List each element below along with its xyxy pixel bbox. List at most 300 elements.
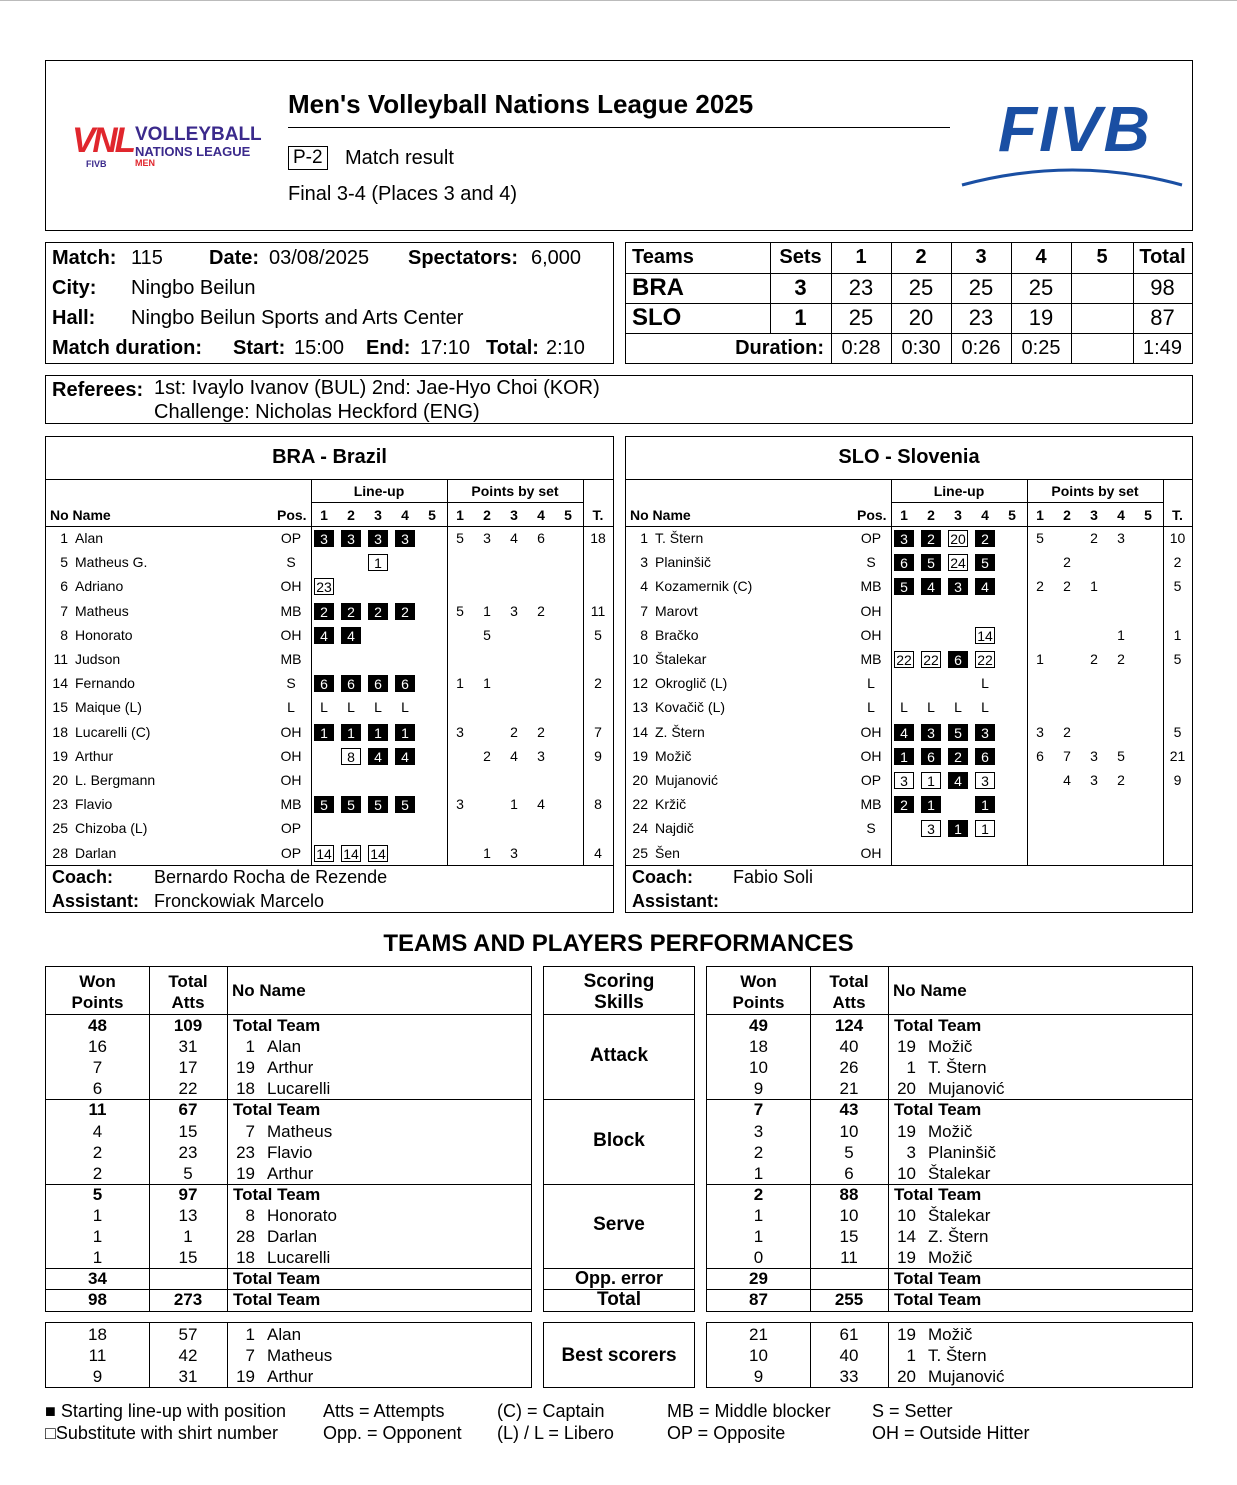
won-points: 16: [88, 1037, 107, 1057]
player-total: 5: [594, 626, 602, 643]
lineup-set-header: 1: [320, 507, 328, 523]
lineup-start-cell: 5: [368, 796, 388, 813]
won-points: 11: [88, 1346, 107, 1365]
player-total: 11: [590, 602, 606, 619]
set-points: 2: [1090, 651, 1098, 667]
score-cell: 25: [968, 275, 994, 300]
lineup-start-cell: 1: [948, 820, 968, 837]
legend-libero: (L) / L = Libero: [497, 1423, 614, 1443]
total-atts: 31: [178, 1367, 198, 1386]
total-atts: 33: [839, 1367, 859, 1386]
lineup-libero-cell: L: [320, 699, 328, 716]
assistant-label: Assistant:: [52, 891, 140, 911]
lineup-set-header: 5: [1008, 507, 1016, 523]
player-name: T. Štern: [928, 1058, 987, 1078]
coach-label: Coach:: [632, 867, 694, 887]
player-position: OP: [280, 844, 302, 861]
header-box: [45, 60, 1193, 231]
won-points: 34: [88, 1269, 107, 1289]
won-points: 21: [749, 1325, 768, 1344]
total-atts: 124: [834, 1016, 864, 1035]
lineup-start-cell: 4: [894, 724, 914, 741]
player-number: 19: [632, 747, 648, 764]
set-points: 3: [1090, 772, 1098, 788]
total-atts: 1: [183, 1227, 193, 1246]
player-name: Arthur: [75, 747, 114, 764]
player-name: Planinšič: [928, 1142, 997, 1162]
lineup-start-cell: 3: [921, 724, 941, 741]
total-team-label: Total Team: [233, 1269, 321, 1289]
won-points: 1: [753, 1163, 764, 1183]
lineup-start-cell: 3: [395, 530, 415, 547]
player-total: 2: [594, 675, 602, 692]
end-label: End:: [366, 337, 411, 359]
points-set-header: 3: [510, 507, 518, 523]
won-points: 3: [753, 1121, 764, 1141]
player-number: 1: [640, 530, 648, 546]
legend-opp: Opp. = Opponent: [323, 1423, 462, 1443]
total-atts: 57: [178, 1325, 198, 1344]
duration-label: Match duration:: [52, 337, 202, 359]
referees-label: Referees:: [52, 379, 144, 401]
total-atts: 109: [173, 1016, 203, 1035]
player-name: Alan: [267, 1325, 302, 1344]
player-name: Planinšič: [655, 554, 712, 571]
player-total: 7: [594, 723, 602, 740]
won-points: 29: [749, 1269, 768, 1289]
player-number: 7: [640, 602, 648, 619]
end-time: 17:10: [420, 337, 471, 359]
score-cell: 23: [968, 305, 994, 330]
lineup-set-header: 5: [428, 507, 436, 523]
total-time: 2:10: [546, 337, 585, 359]
date-label: Date:: [209, 247, 260, 269]
player-number: 14: [52, 675, 68, 692]
lineup-sub-cell: 3: [894, 772, 914, 789]
player-number: 3: [906, 1142, 916, 1162]
won-points: 98: [88, 1290, 107, 1310]
perf-left-table: [45, 966, 532, 1312]
lineup-sub-cell: 14: [341, 845, 361, 862]
lineup-start-cell: 4: [314, 627, 334, 644]
player-name: Maique (L): [75, 699, 142, 716]
legend-atts: Atts = Attempts: [323, 1401, 445, 1421]
player-number: 19: [52, 747, 68, 764]
set-duration: 0:26: [961, 337, 1001, 359]
lineup-start-cell: 4: [368, 748, 388, 765]
points-header: Points by set: [1051, 483, 1139, 499]
total-header: T.: [592, 507, 604, 523]
won-points: 1: [92, 1227, 103, 1246]
points-set-header: 1: [456, 507, 464, 523]
vnl-logo-line1: VOLLEYBALL: [135, 124, 262, 145]
assistant-label: Assistant:: [632, 891, 720, 911]
atts-header: Total: [829, 972, 869, 991]
referees-box: [45, 375, 1193, 424]
total-team-label: Total Team: [894, 1184, 982, 1204]
player-total: 2: [1173, 554, 1182, 571]
lineup-sub-cell: 24: [948, 554, 968, 571]
won-points: 4: [92, 1121, 103, 1141]
player-name: Arthur: [267, 1163, 314, 1183]
total-atts: 13: [178, 1205, 198, 1225]
player-position: OP: [860, 530, 882, 546]
player-position: OH: [280, 626, 302, 643]
score-table: [625, 242, 1193, 364]
player-number: 4: [640, 578, 648, 595]
player-number: 19: [236, 1367, 255, 1386]
won-points: 5: [92, 1184, 103, 1204]
legend-oh: OH = Outside Hitter: [872, 1423, 1030, 1443]
skill-separator: [544, 1184, 694, 1185]
lineup-start-cell: 5: [948, 724, 968, 741]
player-position: S: [866, 820, 876, 837]
total-atts: 40: [839, 1346, 859, 1365]
player-number: 23: [236, 1142, 255, 1162]
player-number: 7: [245, 1121, 255, 1141]
won-points: 9: [753, 1367, 764, 1386]
player-number: 10: [897, 1205, 916, 1225]
points-header: Points by set: [471, 483, 559, 499]
set-points: 2: [510, 723, 518, 740]
lineup-left-rule: [891, 479, 892, 865]
score-header: 4: [1035, 246, 1047, 268]
lineup-set-header: 3: [954, 507, 962, 523]
legend-op: OP = Opposite: [667, 1423, 786, 1443]
player-total: 5: [1173, 651, 1182, 667]
match-number: 115: [131, 247, 163, 269]
roster-title-rule: [46, 479, 613, 480]
points-set-header: 4: [537, 507, 545, 523]
set-points: 2: [1063, 554, 1071, 571]
pos-header: Pos.: [277, 507, 307, 523]
player-name: Mujanović: [655, 772, 719, 788]
set-points: 3: [1036, 723, 1044, 740]
player-total: 4: [594, 844, 602, 861]
set-points: 2: [1063, 578, 1071, 595]
player-name: Kržič: [655, 796, 687, 813]
lineup-start-cell: 1: [921, 796, 941, 813]
skills-header: Scoring: [583, 971, 655, 992]
lineup-start-cell: 1: [894, 748, 914, 765]
vnl-logo-mark: VNL: [72, 121, 133, 160]
doc-name: Match result: [345, 147, 454, 169]
lineup-sub-cell: 8: [341, 748, 361, 765]
match-info-box: [45, 242, 614, 364]
set-points: 2: [537, 723, 545, 740]
player-name: Štalekar: [928, 1163, 991, 1183]
roster-bottom-rule: [626, 865, 1192, 866]
won-points: 1: [92, 1248, 103, 1268]
lineup-libero-cell: L: [981, 675, 989, 692]
lineup-start-cell: 2: [395, 603, 415, 620]
player-position: S: [286, 554, 296, 571]
won-points: 7: [92, 1058, 103, 1078]
player-position: MB: [280, 796, 302, 813]
total-team-label: Total Team: [894, 1016, 982, 1035]
player-number: 24: [632, 820, 648, 837]
player-number: 8: [640, 626, 648, 643]
coach-label: Coach:: [52, 867, 114, 887]
lineup-start-cell: 5: [341, 796, 361, 813]
player-number: 28: [52, 844, 68, 861]
player-number: 10: [897, 1163, 916, 1183]
set-points: 1: [1117, 626, 1125, 643]
score-header: 3: [975, 246, 987, 268]
total-atts: 40: [839, 1037, 859, 1057]
set-points: 3: [537, 747, 545, 764]
player-name: Fernando: [75, 675, 135, 692]
total-atts: 21: [839, 1079, 859, 1099]
set-duration: 0:30: [901, 337, 941, 359]
player-name: Darlan: [75, 844, 117, 861]
lineup-start-cell: 4: [948, 772, 968, 789]
player-position: L: [867, 699, 875, 716]
player-name: Alan: [75, 530, 104, 546]
player-position: MB: [860, 578, 882, 595]
won-points: 18: [749, 1037, 768, 1057]
legend-substitute: □Substitute with shirt number: [45, 1423, 278, 1443]
lineup-start-cell: 1: [314, 724, 334, 741]
score-cell: 25: [908, 275, 934, 300]
set-points: 4: [537, 796, 545, 813]
player-name: Marovt: [655, 602, 698, 619]
match-subtitle: Final 3-4 (Places 3 and 4): [288, 183, 518, 205]
total-atts: 15: [178, 1121, 198, 1141]
player-name: Možič: [928, 1325, 973, 1344]
spectators-label: Spectators:: [408, 247, 519, 269]
player-name: Lucarelli (C): [75, 723, 151, 740]
vnl-logo-line2: NATIONS LEAGUE: [135, 144, 251, 159]
set-points: 1: [456, 675, 464, 692]
lineup-start-cell: 4: [975, 578, 995, 595]
perf-header-rule: [544, 1014, 694, 1015]
player-number: 12: [632, 675, 648, 692]
player-name: Z. Štern: [928, 1227, 989, 1246]
points-set-header: 2: [483, 507, 491, 523]
total-team-label: Total Team: [894, 1269, 982, 1289]
won-header: Points: [732, 993, 785, 1012]
vnl-logo-line3: MEN: [135, 158, 155, 168]
set-points: 2: [537, 602, 545, 619]
player-number: 8: [245, 1205, 255, 1225]
player-position: L: [867, 675, 875, 692]
lineup-start-cell: 6: [314, 675, 334, 692]
player-number: 20: [632, 772, 648, 788]
player-name: Štalekar: [928, 1205, 991, 1225]
lineup-sub-cell: 1: [368, 554, 388, 571]
perf-right-table: [706, 966, 1193, 1312]
set-points: 4: [1063, 772, 1071, 788]
total-atts: 273: [173, 1290, 203, 1310]
lineup-libero-cell: L: [374, 699, 382, 716]
legend-setter: S = Setter: [872, 1401, 953, 1421]
won-points: 10: [749, 1058, 768, 1078]
lineup-start-cell: 3: [341, 530, 361, 547]
opp-error-label: Opp. error: [574, 1268, 663, 1289]
player-name: Adriano: [75, 578, 124, 595]
player-number: 1: [245, 1037, 255, 1057]
coach-name: Bernardo Rocha de Rezende: [154, 867, 388, 887]
player-total: 5: [1173, 723, 1182, 740]
player-position: OH: [860, 602, 882, 619]
lineup-sub-cell: 1: [921, 772, 941, 789]
player-number: 7: [60, 602, 68, 619]
player-total: 21: [1169, 747, 1186, 764]
player-position: S: [286, 675, 296, 692]
set-points: 3: [456, 796, 464, 813]
best-scorers-label: Best scorers: [561, 1345, 677, 1366]
won-points: 9: [753, 1079, 764, 1099]
lineup-left-rule: [311, 479, 312, 865]
lineup-start-cell: 5: [395, 796, 415, 813]
player-name: L. Bergmann: [75, 772, 156, 788]
lineup-start-cell: 6: [894, 554, 914, 571]
lineup-header: Line-up: [353, 483, 405, 499]
total-atts: 6: [844, 1163, 854, 1183]
total-atts: 43: [839, 1100, 859, 1120]
legend-captain: (C) = Captain: [497, 1401, 605, 1421]
player-number: 1: [245, 1325, 255, 1344]
player-position: OH: [860, 723, 882, 740]
total-atts: 23: [178, 1142, 198, 1162]
lineup-start-cell: 2: [975, 530, 995, 547]
total-team-label: Total Team: [233, 1184, 321, 1204]
score-cell: 1: [794, 305, 807, 330]
player-number: 20: [52, 772, 68, 788]
player-name: Judson: [75, 651, 121, 667]
set-points: 3: [1090, 747, 1098, 764]
points-set-header: 4: [1117, 507, 1125, 523]
player-name: Najdič: [655, 820, 694, 837]
set-duration: 1:49: [1143, 337, 1182, 359]
team-code: SLO: [632, 304, 682, 331]
player-name: Flavio: [267, 1142, 313, 1162]
player-total: 1: [1173, 626, 1182, 643]
score-cell: 20: [908, 305, 934, 330]
no-name-header: No Name: [630, 507, 691, 523]
set-points: 1: [1036, 651, 1044, 667]
player-number: 18: [52, 723, 68, 740]
score-col-rule: [1071, 333, 1072, 363]
total-atts: 10: [839, 1205, 859, 1225]
won-points: 1: [753, 1205, 764, 1225]
player-name: Mujanović: [928, 1367, 1005, 1386]
player-number: 23: [52, 796, 68, 813]
referees-line2: Challenge: Nicholas Heckford (ENG): [154, 401, 480, 423]
lineup-sub-cell: 20: [948, 530, 968, 547]
player-number: 3: [640, 554, 648, 571]
player-position: OP: [860, 772, 882, 788]
set-points: 1: [1090, 578, 1098, 595]
points-set-header: 5: [1144, 507, 1152, 523]
won-points: 0: [753, 1248, 764, 1268]
player-name: Kozamernik (C): [655, 578, 753, 595]
total-team-label: Total Team: [894, 1290, 982, 1310]
score-cell: 25: [1028, 275, 1054, 300]
set-duration: 0:28: [841, 337, 881, 359]
lineup-sub-rule: [891, 502, 1163, 503]
lineup-header: Line-up: [933, 483, 985, 499]
player-name: Honorato: [75, 626, 133, 643]
player-name: Možič: [928, 1248, 973, 1268]
city-label: City:: [52, 277, 97, 299]
lineup-start-cell: 6: [975, 748, 995, 765]
player-name: Arthur: [267, 1058, 314, 1078]
total-team-label: Total Team: [894, 1100, 982, 1120]
player-name: Možič: [928, 1037, 973, 1057]
total-atts: 61: [839, 1325, 859, 1344]
won-points: 87: [749, 1290, 768, 1310]
lineup-start-cell: 3: [975, 724, 995, 741]
player-position: MB: [860, 796, 882, 813]
lineup-libero-cell: L: [347, 699, 355, 716]
hall-value: Ningbo Beilun Sports and Arts Center: [131, 307, 464, 329]
player-number: 18: [236, 1248, 255, 1268]
match-label: Match:: [52, 247, 117, 269]
player-name: Matheus: [75, 602, 129, 619]
player-name: Matheus: [267, 1121, 333, 1141]
set-points: 5: [456, 530, 464, 546]
player-position: MB: [280, 651, 302, 667]
total-atts: 5: [844, 1142, 854, 1162]
total-atts: 42: [178, 1346, 198, 1365]
lineup-start-cell: 6: [948, 651, 968, 668]
lineup-start-cell: 2: [368, 603, 388, 620]
lineup-set-header: 3: [374, 507, 382, 523]
doc-code: P-2: [288, 146, 328, 170]
lineup-start-cell: 4: [921, 578, 941, 595]
player-name: Z. Štern: [655, 723, 705, 740]
lineup-start-cell: 5: [894, 578, 914, 595]
team-title: SLO - Slovenia: [838, 446, 980, 468]
lineup-sub-rule: [311, 502, 583, 503]
player-position: OH: [280, 578, 302, 595]
pos-header: Pos.: [857, 507, 887, 523]
player-name: Matheus: [267, 1346, 333, 1365]
skill-label: Serve: [593, 1214, 645, 1235]
total-atts: 22: [178, 1079, 198, 1099]
set-points: 7: [1063, 747, 1071, 764]
lineup-set-header: 4: [981, 507, 989, 523]
roster-bottom-rule: [46, 865, 613, 866]
player-number: 20: [897, 1079, 916, 1099]
lineup-sub-cell: 1: [975, 820, 995, 837]
total-header: T.: [1172, 507, 1183, 523]
lineup-sub-cell: 22: [921, 651, 941, 668]
player-number: 19: [897, 1121, 916, 1141]
player-position: OH: [860, 626, 882, 643]
skill-label: Block: [593, 1129, 645, 1151]
lineup-start-cell: 2: [341, 603, 361, 620]
set-points: 2: [483, 747, 491, 764]
team-code: BRA: [632, 274, 684, 301]
set-points: 3: [510, 844, 518, 861]
player-number: 1: [906, 1058, 916, 1078]
lineup-start-cell: 6: [395, 675, 415, 692]
set-points: 2: [1063, 723, 1071, 740]
points-set-header: 5: [564, 507, 572, 523]
lineup-start-cell: 4: [341, 627, 361, 644]
player-name: Mujanović: [928, 1079, 1005, 1099]
atts-header: Atts: [171, 993, 205, 1012]
no-name-header: No Name: [232, 981, 306, 1000]
won-points: 9: [92, 1367, 103, 1386]
lineup-sub-cell: 3: [975, 772, 995, 789]
best-label-box: [543, 1322, 695, 1388]
roster-bra: [45, 436, 614, 913]
player-name: Lucarelli: [267, 1079, 331, 1099]
